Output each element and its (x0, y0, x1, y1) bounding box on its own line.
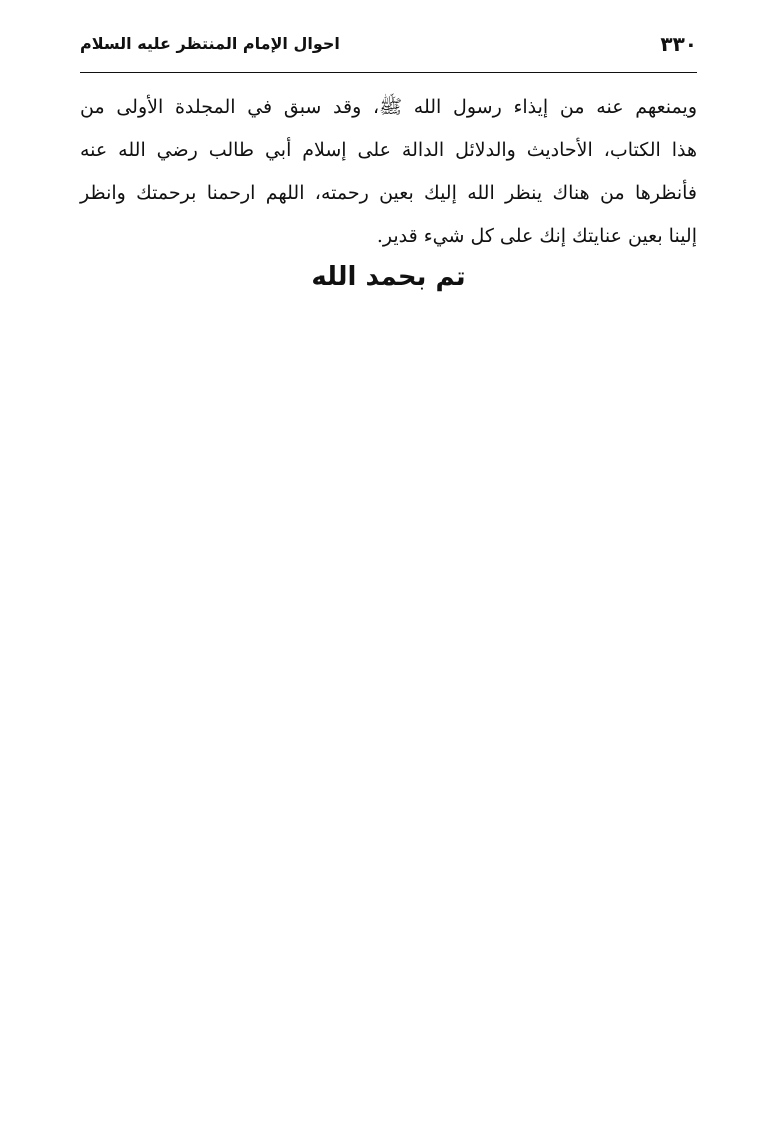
body-line: إلينا بعين عنايتك إنك على كل شيء قدير. (376, 225, 697, 247)
header-rule (80, 72, 697, 73)
body-paragraph (80, 86, 697, 258)
closing-statement: تم بحمد الله (311, 262, 466, 292)
page-number: ٣٣٠ (660, 32, 697, 56)
running-title: احوال الإمام المنتظر عليه السلام (80, 34, 340, 53)
body-line: ويمنعهم عنه من إيذاء رسول الله ﷺ، وقد سبق في المجلدة الأولى من (80, 96, 697, 118)
body-line: فأنظرها من هناك ينظر الله إليك بعين رحمته، اللهم ارحمنا برحمتك وانظر (80, 182, 697, 204)
page-header (80, 28, 697, 68)
body-line: هذا الكتاب، الأحاديث والدلائل الدالة على إسلام أبي طالب رضي الله عنه (80, 139, 697, 161)
